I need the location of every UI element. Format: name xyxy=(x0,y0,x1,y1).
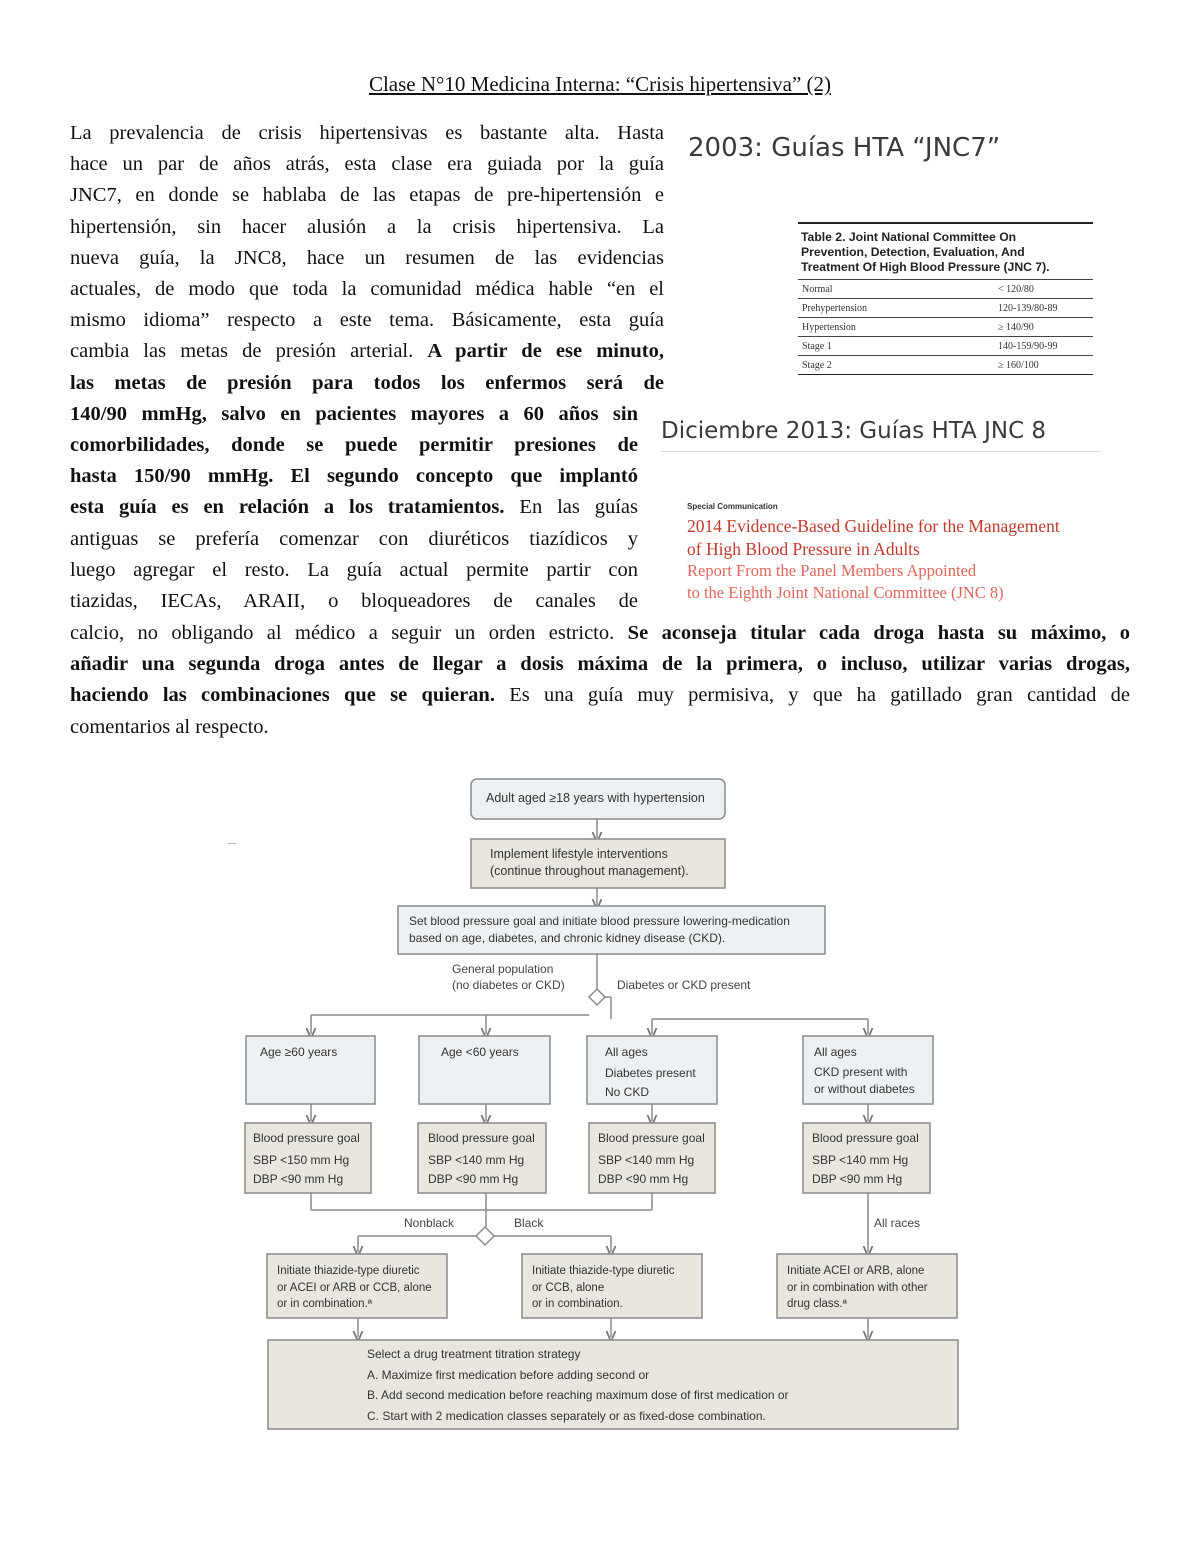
value-cell: < 120/80 xyxy=(998,283,1034,295)
dbp-text: DBP <90 mm Hg xyxy=(598,1172,689,1186)
diabetes-text: No CKD xyxy=(605,1085,650,1099)
bp-goal-title: Blood pressure goal xyxy=(812,1131,919,1145)
treatment-text: or CCB, alone xyxy=(532,1282,605,1294)
stage-cell: Prehypertension xyxy=(802,302,867,314)
jnc7-heading: 2003: Guías HTA “JNC7” xyxy=(688,133,1001,163)
bp-goal-title: Blood pressure goal xyxy=(598,1131,705,1145)
caption-line: Table 2. Joint National Committee On xyxy=(801,230,1017,244)
titration-title: Select a drug treatment titration strategy xyxy=(367,1347,581,1361)
value-cell: 140-159/90-99 xyxy=(998,340,1058,352)
ageless60-text: Age <60 years xyxy=(441,1045,519,1059)
ckd-text: All ages xyxy=(814,1045,857,1059)
titration-option: C. Start with 2 medication classes separately or as fixed-dose combination. xyxy=(367,1409,766,1423)
text-line: JNC7, en donde se hablaba de las etapas de pre-hipertensión e xyxy=(70,184,664,207)
titration-option: B. Add second medication before reaching maximum dose of first medication or xyxy=(367,1388,789,1402)
bold-text: A partir de ese minuto, xyxy=(427,340,664,363)
stage-cell: Hypertension xyxy=(802,321,856,333)
stage-cell: Normal xyxy=(802,283,833,295)
goal-setting-text: Set blood pressure goal and initiate blood pressure lowering-medication xyxy=(409,914,790,928)
text-line: antiguas se prefería comenzar con diuréticos tiazídicos y xyxy=(70,527,638,550)
bold-text: haciendo las combinaciones que se quieran. xyxy=(70,684,495,707)
bold-line: añadir una segunda droga antes de llegar a dosis máxima de la primera, o incluso, utilizar varias drogas, xyxy=(70,653,1130,676)
caption-line: Treatment Of High Blood Pressure (JNC 7). xyxy=(801,260,1050,274)
titration-option: A. Maximize first medication before adding second or xyxy=(367,1368,650,1382)
value-cell: ≥ 160/100 xyxy=(998,359,1039,371)
goal-setting-text: based on age, diabetes, and chronic kidney disease (CKD). xyxy=(409,931,726,945)
text-line: hipertensión, sin hacer alusión a la crisis hipertensiva. La xyxy=(70,215,664,238)
subtitle-line: Report From the Panel Members Appointed xyxy=(687,561,977,580)
bold-line: hasta 150/90 mmHg. El segundo concepto que implantó xyxy=(70,465,638,488)
special-communication-label: Special Communication xyxy=(687,502,778,511)
text-fragment: cambia las metas de presión arterial. xyxy=(70,340,414,363)
treatment-text: or in combination. xyxy=(532,1298,623,1310)
caption-line: Prevention, Detection, Evaluation, And xyxy=(801,245,1025,259)
page-title: Clase N°10 Medicina Interna: “Crisis hipertensiva” (2) xyxy=(368,72,832,96)
treatment-text: Initiate ACEI or ARB, alone xyxy=(787,1265,925,1277)
text-fragment: Es una guía muy permisiva, y que ha gatillado gran cantidad de xyxy=(509,684,1130,707)
bold-text: esta guía es en relación a los tratamientos. xyxy=(70,496,505,519)
stage-cell: Stage 1 xyxy=(802,340,832,352)
bold-line: comorbilidades, donde se puede permitir presiones de xyxy=(70,434,638,457)
value-cell: 120-139/80-89 xyxy=(998,302,1058,314)
text-line: actuales, de modo que toda la comunidad médica hable “en el xyxy=(70,278,664,301)
treatment-text: or in combination with other xyxy=(787,1282,928,1294)
treatment-text: drug class.ª xyxy=(787,1298,847,1310)
bp-goal-title: Blood pressure goal xyxy=(428,1131,535,1145)
dbp-text: DBP <90 mm Hg xyxy=(812,1172,903,1186)
decision-diamond xyxy=(476,1227,494,1245)
text-line: tiazidas, IECAs, ARAII, o bloqueadores de canales de xyxy=(70,590,638,613)
start-text: Adult aged ≥18 years with hypertension xyxy=(486,791,705,805)
treatment-text: Initiate thiazide-type diuretic xyxy=(277,1265,420,1277)
dbp-text: DBP <90 mm Hg xyxy=(428,1172,519,1186)
sbp-text: SBP <140 mm Hg xyxy=(598,1153,695,1167)
bold-line: 140/90 mmHg, salvo en pacientes mayores a 60 años sin xyxy=(70,402,638,425)
treatment-text: Initiate thiazide-type diuretic xyxy=(532,1265,675,1277)
branch-label: (no diabetes or CKD) xyxy=(452,978,565,992)
treatment-text: or ACEI or ARB or CCB, alone xyxy=(277,1282,432,1294)
title-line: 2014 Evidence-Based Guideline for the Management xyxy=(687,516,1060,536)
value-cell: ≥ 140/90 xyxy=(998,321,1034,333)
text-fragment: calcio, no obligando al médico a seguir un orden estricto. xyxy=(70,622,615,644)
bp-goal-title: Blood pressure goal xyxy=(253,1131,360,1145)
branch-label: Diabetes or CKD present xyxy=(617,978,751,992)
branch-label: All races xyxy=(874,1216,921,1230)
sbp-text: SBP <140 mm Hg xyxy=(428,1153,525,1167)
decision-diamond xyxy=(589,989,605,1005)
ckd-text: CKD present with xyxy=(814,1065,908,1079)
branch-label: Nonblack xyxy=(404,1216,455,1230)
diabetes-text: All ages xyxy=(605,1045,648,1059)
branch-label: Black xyxy=(514,1216,544,1230)
text-line: mismo idioma” respecto a este tema. Básicamente, esta guía xyxy=(70,309,664,332)
sbp-text: SBP <150 mm Hg xyxy=(253,1153,350,1167)
dbp-text: DBP <90 mm Hg xyxy=(253,1172,344,1186)
diabetes-text: Diabetes present xyxy=(605,1066,696,1080)
text-line: luego agregar el resto. La guía actual permite partir con xyxy=(70,558,638,581)
lifestyle-text: Implement lifestyle interventions xyxy=(490,847,668,861)
title-line: of High Blood Pressure in Adults xyxy=(687,538,920,559)
text-line: La prevalencia de crisis hipertensivas es bastante alta. Hasta xyxy=(70,122,664,144)
text-line: nueva guía, la JNC8, hace un resumen de las evidencias xyxy=(70,246,664,269)
bold-text: Se aconseja titular cada droga hasta su máximo, o xyxy=(627,622,1130,644)
age60-text: Age ≥60 years xyxy=(260,1045,338,1059)
lifestyle-text: (continue throughout management). xyxy=(490,864,689,878)
text-fragment: En las guías xyxy=(519,496,638,519)
stage-cell: Stage 2 xyxy=(802,359,832,371)
treatment-text: or in combination.ª xyxy=(277,1298,373,1310)
bold-line: las metas de presión para todos los enfermos será de xyxy=(70,371,664,394)
ckd-text: or without diabetes xyxy=(814,1082,915,1096)
branch-label: General population xyxy=(452,962,554,976)
text-line: hace un par de años atrás, esta clase era guiada por la guía xyxy=(70,153,664,176)
jnc8-heading: Diciembre 2013: Guías HTA JNC 8 xyxy=(661,418,1047,444)
text-line: comentarios al respecto. xyxy=(70,715,269,738)
sbp-text: SBP <140 mm Hg xyxy=(812,1153,909,1167)
subtitle-line: to the Eighth Joint National Committee (JNC 8) xyxy=(687,583,1004,602)
